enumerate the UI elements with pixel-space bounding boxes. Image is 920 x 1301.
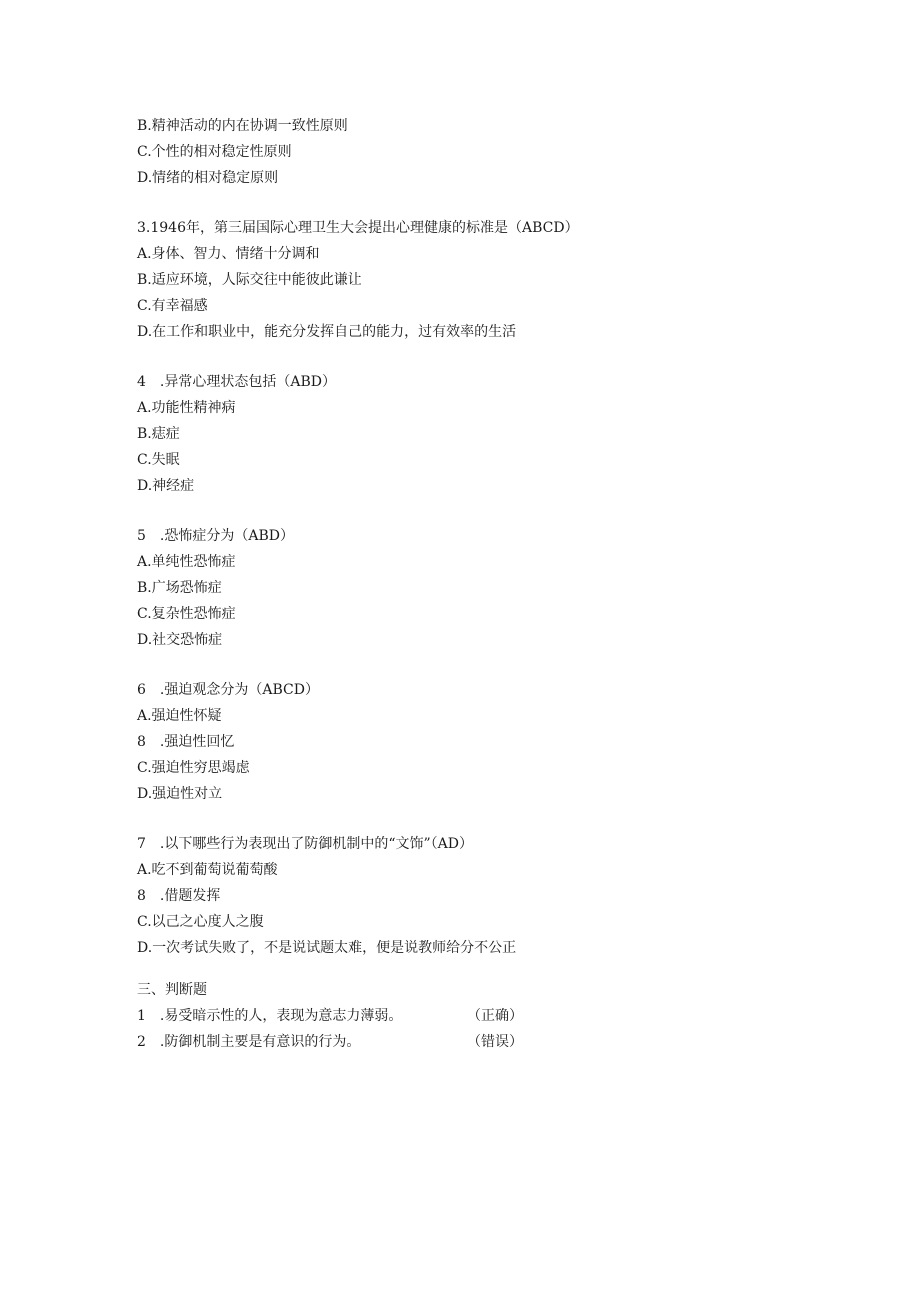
true-false-section — [137, 977, 837, 1055]
tf-item — [137, 1003, 837, 1029]
tf-statement: 1 .易受暗示性的人，表现为意志力薄弱。 — [137, 1008, 403, 1024]
option-c: C.以己之心度人之腹 — [137, 914, 264, 930]
question-3 — [137, 215, 837, 345]
question-6 — [137, 677, 837, 807]
question-text: 4 .异常心理状态包括（ABD） — [137, 374, 336, 390]
question-text: 3.1946年，第三届国际心理卫生大会提出心理健康的标准是（ABCD） — [137, 220, 579, 236]
option-c: C.个性的相对稳定性原则 — [137, 144, 292, 160]
option-a: A.吃不到葡萄说葡萄酸 — [137, 862, 278, 878]
option-b: B.精神活动的内在协调一致性原则 — [137, 118, 348, 134]
option-c: C.失眠 — [137, 452, 180, 468]
option-d: D.神经症 — [137, 478, 195, 494]
option-a: A.功能性精神病 — [137, 400, 236, 416]
option-d: D.强迫性对立 — [137, 786, 223, 802]
tf-answer: （正确） — [467, 1008, 523, 1024]
option-d: D.情绪的相对稳定原则 — [137, 170, 279, 186]
option-a: A.强迫性怀疑 — [137, 708, 222, 724]
tf-answer: （错误） — [467, 1034, 523, 1050]
option-d: D.在工作和职业中，能充分发挥自己的能力，过有效率的生活 — [137, 324, 517, 340]
question-4 — [137, 369, 837, 499]
question-5 — [137, 523, 837, 653]
option-b: B.广场恐怖症 — [137, 580, 222, 596]
question-7 — [137, 831, 837, 961]
question-2-tail — [137, 113, 837, 191]
question-text: 5 .恐怖症分为（ABD） — [137, 528, 294, 544]
section-heading: 三、判断题 — [137, 982, 207, 998]
option-c: C.强迫性穷思竭虑 — [137, 760, 250, 776]
question-text: 6 .强迫观念分为（ABCD） — [137, 682, 319, 698]
option-c: C.复杂性恐怖症 — [137, 606, 236, 622]
option-d: D.一次考试失败了，不是说试题太难，便是说教师给分不公正 — [137, 940, 517, 956]
tf-item — [137, 1029, 837, 1055]
document-content — [137, 113, 837, 1079]
option-b: 8 .借题发挥 — [137, 888, 221, 904]
option-a: A.单纯性恐怖症 — [137, 554, 236, 570]
option-b: B.痣症 — [137, 426, 180, 442]
option-c: C.有幸福感 — [137, 298, 208, 314]
option-b: 8 .强迫性回忆 — [137, 734, 235, 750]
option-b: B.适应环境，人际交往中能彼此谦让 — [137, 272, 362, 288]
option-d: D.社交恐怖症 — [137, 632, 223, 648]
question-text: 7 .以下哪些行为表现出了防御机制中的“文饰”（AD） — [137, 836, 474, 852]
option-a: A.身体、智力、情绪十分调和 — [137, 246, 320, 262]
tf-statement: 2 .防御机制主要是有意识的行为。 — [137, 1034, 361, 1050]
